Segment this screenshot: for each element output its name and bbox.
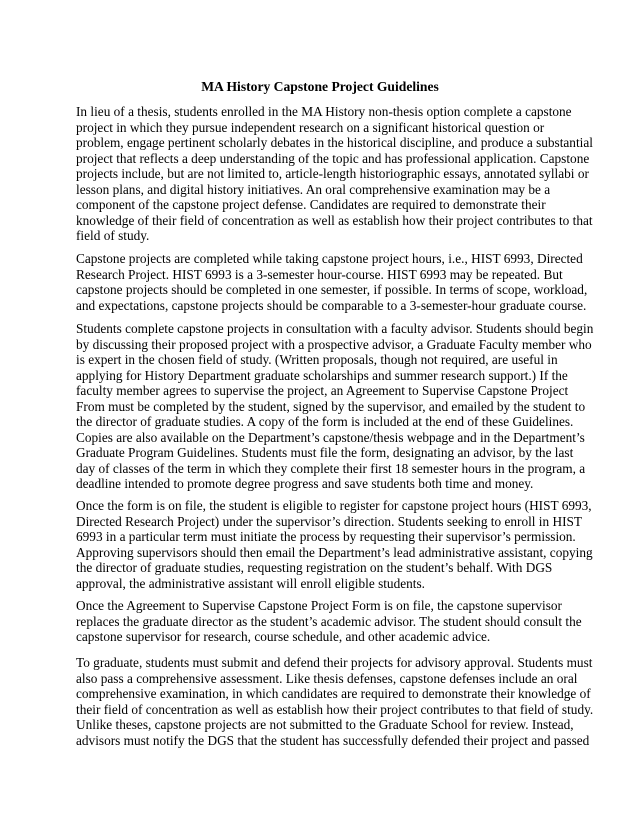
text-line: From must be completed by the student, signed by the supervisor, and emailed by the student to: [76, 398, 586, 414]
text-line: knowledge of their field of concentration as well as establish how their project contributes to that: [76, 212, 593, 228]
text-line: problem, engage pertinent scholarly debates in the historical discipline, and produce a substantial: [76, 135, 593, 150]
text-line: Copies are also available on the Department’s capstone/thesis webpage and in the Department’s: [76, 429, 585, 445]
text-line: applying for History Department graduate scholarships and summer research support.) If the: [76, 367, 568, 383]
text-line: and expectations, capstone projects should be comparable to a 3-semester-hour graduate course.: [76, 297, 587, 313]
text-line: Directed Research Project) under the supervisor’s direction. Students seeking to enroll in HIST: [76, 513, 583, 529]
text-line: In lieu of a thesis, students enrolled in the MA History non-thesis option complete a capstone: [76, 104, 572, 119]
text-line: To graduate, students must submit and defend their projects for advisory approval. Students must: [76, 655, 593, 670]
text-line: Research Project. HIST 6993 is a 3-semester hour-course. HIST 6993 may be repeated. But: [76, 266, 563, 282]
document-title: MA History Capstone Project Guidelines: [201, 79, 439, 94]
text-line: day of classes of the term in which they complete their first 18 semester hours in the program, a: [76, 460, 586, 476]
paragraph-faculty-advisor: [76, 321, 593, 492]
text-line: also pass a comprehensive assessment. Like thesis defenses, capstone defenses include an oral: [76, 670, 578, 686]
text-line: projects include, but are not limited to, article-length historiographic essays, annotated syllabi or: [76, 166, 589, 181]
text-line: Once the form is on file, the student is eligible to register for capstone project hours (HIST 6993,: [76, 498, 592, 513]
paragraph-registration: [76, 498, 593, 591]
text-line: approval, the administrative assistant will enroll eligible students.: [76, 575, 425, 591]
text-line: Capstone projects are completed while taking capstone project hours, i.e., HIST 6993, Directed: [76, 251, 583, 266]
text-line: comprehensive examination, in which candidates are required to demonstrate their knowledge of: [76, 686, 591, 701]
text-line: Unlike theses, capstone projects are not submitted to the Graduate School for review. Instead,: [76, 717, 574, 732]
text-line: Graduate Program Guidelines. Students must file the form, designating an advisor, by the last: [76, 445, 574, 460]
paragraph-graduation: [76, 655, 593, 748]
text-line: deadline intended to promote degree progress and save students both time and money.: [76, 476, 534, 491]
paragraph-thesis-alternative: [76, 104, 593, 244]
text-line: by discussing their proposed project with a prospective advisor, a Graduate Faculty member who: [76, 336, 592, 352]
text-line: the director of graduate studies, requesting registration on the student’s behalf. With DGS: [76, 560, 553, 575]
paragraph-academic-advisor: [76, 598, 582, 645]
text-line: their field of concentration as well as establish how their project contributes to that field of study.: [76, 701, 594, 717]
text-line: capstone supervisor for research, course schedule, and other academic advice.: [76, 629, 491, 644]
paragraph-project-hours: [76, 251, 587, 313]
text-line: Students complete capstone projects in consultation with a faculty advisor. Students should begin: [76, 321, 594, 336]
text-line: 6993 in a particular term must initiate the process by requesting their supervisor’s permission.: [76, 529, 576, 544]
text-line: capstone projects should be completed in one semester, if possible. In terms of scope, workload,: [76, 282, 588, 297]
text-line: field of study.: [76, 228, 150, 243]
text-line: is expert in the chosen field of study. (Written proposals, though not required, are useful in: [76, 352, 558, 367]
text-line: Approving supervisors should then email the Department’s lead administrative assistant, copying: [76, 544, 593, 560]
text-line: lesson plans, and digital history initiatives. An oral comprehensive examination may be a: [76, 181, 551, 197]
text-line: the director of graduate studies. A copy of the form is included at the end of these Guidelines.: [76, 414, 574, 429]
text-line: faculty member agrees to supervise the project, an Agreement to Supervise Capstone Project: [76, 383, 569, 398]
text-line: Once the Agreement to Supervise Capstone Project Form is on file, the capstone supervisor: [76, 598, 562, 613]
text-line: project in which they pursue independent research on a significant historical question or: [76, 119, 545, 135]
text-line: replaces the graduate director as the student’s academic advisor. The student should consult the: [76, 613, 582, 629]
text-line: component of the capstone project defense. Candidates are required to demonstrate their: [76, 197, 546, 212]
text-line: project that reflects a deep understanding of the topic and has professional application. Capstone: [76, 150, 590, 166]
text-line: advisors must notify the DGS that the student has successfully defended their project and passed: [76, 732, 590, 748]
